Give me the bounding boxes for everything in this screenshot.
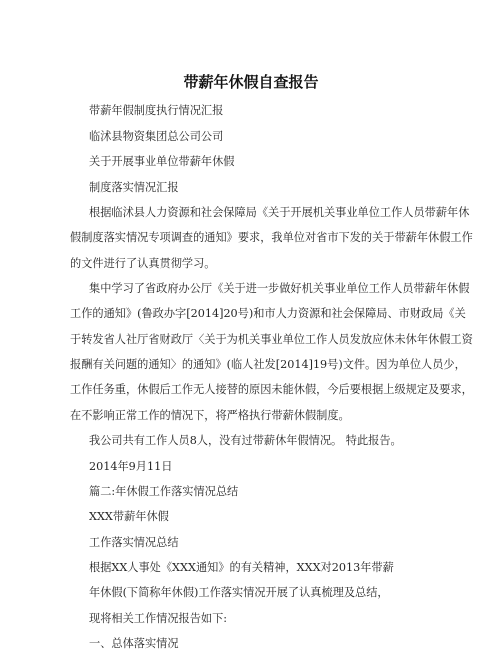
heading-line: 关于开展事业单位带薪年休假 xyxy=(89,155,235,168)
date-line: 2014年9月11日 xyxy=(89,460,173,473)
paragraph-line: 集中学习了省政府办公厅《关于进一步做好机关事业单位工作人员带薪年休假 xyxy=(89,282,470,295)
heading-line: 制度落实情况汇报 xyxy=(89,181,179,194)
paragraph-line: 的文件进行了认真贯彻学习。 xyxy=(70,257,216,270)
paragraph-line: 根据XX人事处《XXX通知》的有关精神，XXX对2013年带薪 xyxy=(89,561,394,574)
section-heading: 一、总体落实情况 xyxy=(89,637,179,650)
paragraph-line: 工作任务重，休假后工作无人接替的原因未能休假，今后要根据上级规定及要求， xyxy=(70,383,473,396)
paragraph-line: 我公司共有工作人员8人，没有过带薪休年假情况。 特此报告。 xyxy=(89,434,402,447)
document-title: 带薪年休假自查报告 xyxy=(183,73,319,91)
heading-line: XXX带薪年休假 xyxy=(89,510,169,523)
paragraph-line: 报酬有关问题的通知〉的通知》(临人社发[2014]19号)文件。因为单位人员少， xyxy=(70,358,466,371)
paragraph-line: 现将相关工作情况报告如下: xyxy=(89,612,228,625)
paragraph-line: 工作的通知》(鲁政办字[2014]20号)和市人力资源和社会保障局、市财政局《关 xyxy=(70,307,466,320)
heading-line: 工作落实情况总结 xyxy=(89,536,179,549)
paragraph-line: 年休假(下简称年休假)工作落实情况开展了认真梳理及总结， xyxy=(89,586,389,599)
heading-line: 带薪年假制度执行情况汇报 xyxy=(89,104,224,117)
paragraph-line: 在不影响正常工作的情况下，将严格执行带薪休假制度。 xyxy=(70,409,350,422)
paragraph-line: 于转发省人社厅省财政厅〈关于为机关事业单位工作人员发放应休未休年休假工资 xyxy=(70,333,473,346)
section-heading: 篇二:年休假工作落实情况总结 xyxy=(89,485,239,498)
heading-line: 临沭县物资集团总公司公司 xyxy=(89,130,224,143)
paragraph-line: 假制度落实情况专项调查的通知》要求，我单位对省市下发的关于带薪年休假工作 xyxy=(70,231,473,244)
paragraph-line: 根据临沭县人力资源和社会保障局《关于开展机关事业单位工作人员带薪年休 xyxy=(89,206,470,219)
